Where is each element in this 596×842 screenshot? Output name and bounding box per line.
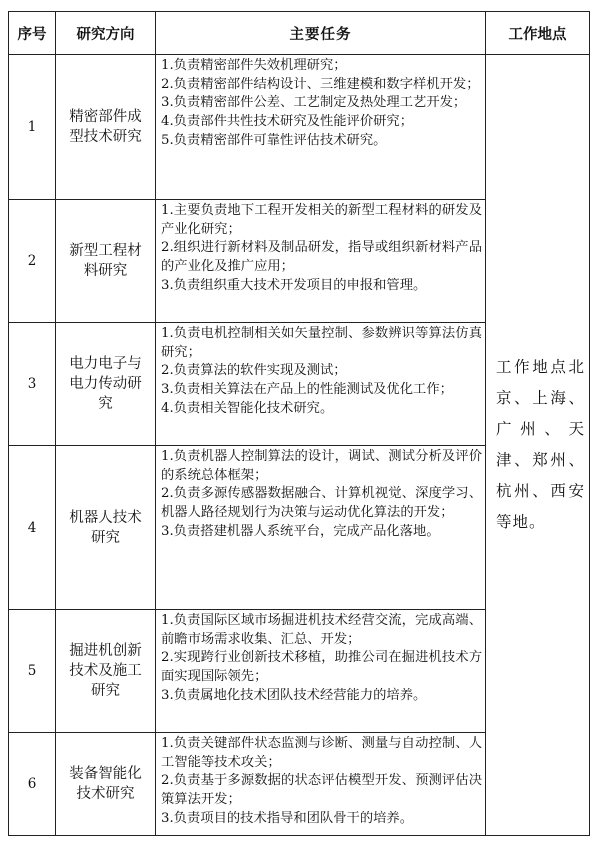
task-item: 1.负责关键部件状态监测与诊断、测量与自动控制、人工智能等技术攻关；: [161, 736, 482, 770]
task-item: 1.负责精密部件失效机理研究；: [161, 58, 347, 73]
task-item: 4.负责部件共性技术研究及性能评价研究；: [161, 114, 414, 130]
header-direction: 研究方向: [56, 12, 156, 55]
task-item: 5.负责精密部件可靠性评估技术研究。: [161, 132, 387, 148]
row-tasks: [156, 55, 486, 200]
task-item: 3.负责属地化技术团队技术经营能力的培养。: [161, 687, 427, 703]
task-item: 2.负责算法的软件实现及测试；: [161, 363, 347, 379]
header-location: 工作地点: [486, 12, 590, 55]
task-item: 2.负责基于多源数据的状态评估模型开发、预测评估决策算法开发；: [161, 773, 482, 808]
task-item: 2.组织进行新材料及制品研发，指导或组织新材料产品的产业化及推广应用；: [161, 240, 482, 275]
task-item: 3.负责组织重大技术开发项目的申报和管理。: [161, 277, 427, 293]
row-index: 2: [9, 200, 56, 323]
header-index: 序号: [9, 12, 56, 55]
task-item: 3.负责项目的技术指导和团队骨干的培养。: [161, 810, 414, 826]
task-item: 3.负责相关算法在产品上的性能测试及优化工作；: [161, 382, 453, 398]
task-item: 1.负责机器人控制算法的设计，调试、测试分析及评价的系统总体框架；: [161, 449, 482, 483]
task-item: 1.负责电机控制相关如矢量控制、参数辨识等算法仿真研究；: [161, 326, 482, 360]
task-item: 2.负责多源传感器数据融合、计算机视觉、深度学习、机器人路径规划行为决策与运动优化算法的开发；: [161, 486, 482, 521]
row-direction: 新型工程材料研究: [56, 200, 156, 323]
header-tasks: 主要任务: [156, 12, 486, 55]
row-direction: 机器人技术研究: [56, 446, 156, 610]
row-index: 5: [9, 610, 56, 733]
row-tasks: [156, 323, 486, 446]
header-row: [9, 12, 590, 55]
work-location: 工作地点北京、上海、广州、天津、郑州、杭州、西安等地。: [486, 55, 590, 836]
task-item: 4.负责相关智能化技术研究。: [161, 400, 334, 416]
task-item: 2.实现跨行业创新技术移植，助推公司在掘进机技术方面实现国际领先；: [161, 650, 482, 685]
row-direction: 装备智能化技术研究: [56, 733, 156, 836]
task-item: 3.负责精密部件公差、工艺制定及热处理工艺开发；: [161, 95, 467, 111]
table-row: [9, 55, 590, 200]
row-index: 3: [9, 323, 56, 446]
row-index: 6: [9, 733, 56, 836]
row-tasks: [156, 200, 486, 323]
row-tasks: [156, 610, 486, 733]
row-index: 1: [9, 55, 56, 200]
row-direction: 电力电子与电力传动研究: [56, 323, 156, 446]
row-index: 4: [9, 446, 56, 610]
task-item: 3.负责搭建机器人系统平台，完成产品化落地。: [161, 523, 440, 539]
row-direction: 掘进机创新技术及施工研究: [56, 610, 156, 733]
recruitment-table: [8, 11, 590, 836]
task-item: 1.主要负责地下工程开发相关的新型工程材料的研发及产业化研究；: [161, 203, 482, 237]
row-tasks: [156, 733, 486, 836]
row-direction: 精密部件成型技术研究: [56, 55, 156, 200]
row-tasks: [156, 446, 486, 610]
task-item: 1.负责国际区域市场掘进机技术经营交流，完成高端、前瞻市场需求收集、汇总、开发；: [161, 613, 482, 647]
task-item: 2.负责精密部件结构设计、三维建模和数字样机开发；: [161, 76, 480, 92]
